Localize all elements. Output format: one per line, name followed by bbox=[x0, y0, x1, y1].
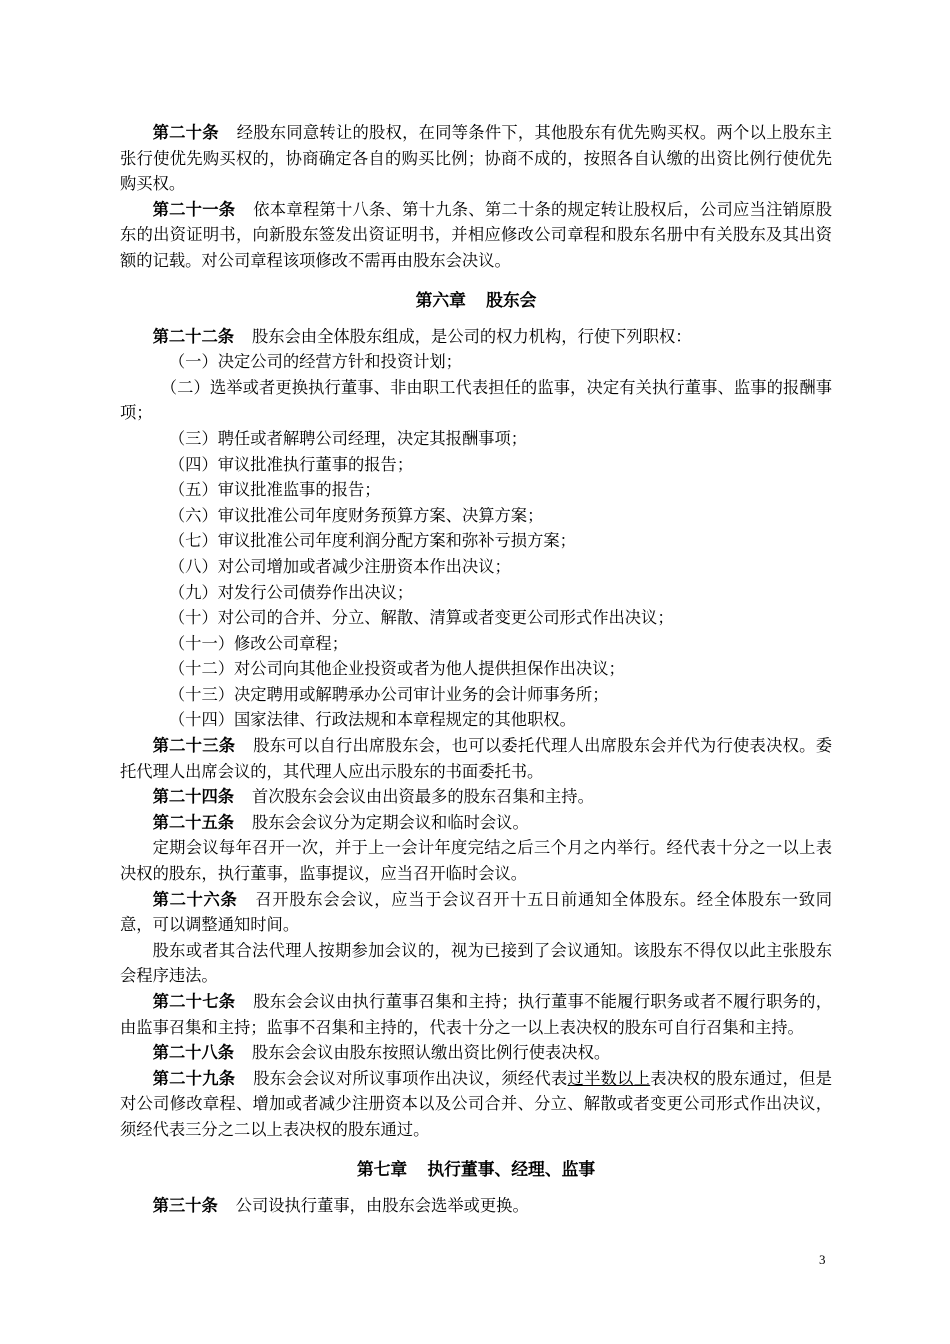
list-item: （五）审议批准监事的报告； bbox=[168, 480, 381, 500]
article-22 bbox=[120, 324, 832, 350]
article-label: 第二十条 bbox=[152, 123, 219, 142]
article-30 bbox=[120, 1193, 832, 1219]
article-text: 股东可以自行出席股东会，也可以委托代理人出席股东会并代为行使表决权。委托代理人出席会议的，其代理人应出示股东的书面委托书。 bbox=[120, 736, 832, 781]
list-item: （十四）国家法律、行政法规和本章程规定的其他职权。 bbox=[168, 710, 576, 730]
article-text: 股东会会议由执行董事召集和主持；执行董事不能履行职务或者不履行职务的，由监事召集和主持；监事不召集和主持的，代表十分之一以上表决权的股东可自行召集和主持。 bbox=[120, 992, 832, 1037]
list-item: （十一）修改公司章程； bbox=[168, 633, 348, 653]
list-item: （一）决定公司的经营方针和投资计划； bbox=[168, 352, 462, 372]
list-item: （八）对公司增加或者减少注册资本作出决议； bbox=[168, 556, 511, 576]
list-item: （十三）决定聘用或解聘承办公司审计业务的会计师事务所； bbox=[168, 684, 609, 704]
article-23 bbox=[120, 733, 832, 784]
list-item: （七）审议批准公司年度利润分配方案和弥补亏损方案； bbox=[168, 531, 576, 551]
article-text: 召开股东会会议，应当于会议召开十五日前通知全体股东。经全体股东一致同意，可以调整通知时间。 bbox=[120, 889, 832, 935]
chapter-heading-6 bbox=[120, 286, 832, 314]
article-28 bbox=[120, 1040, 832, 1066]
article-label: 第二十四条 bbox=[152, 787, 235, 807]
chapter-title: 股东会 bbox=[486, 289, 537, 310]
article-25-paragraph-2: 定期会议每年召开一次，并于上一会计年度完结之后三个月之内举行。经代表十分之一以上表决权的股东，执行董事，监事提议，应当召开临时会议。 bbox=[120, 838, 832, 884]
article-label: 第二十五条 bbox=[152, 812, 235, 832]
article-text: 股东会会议由股东按照认缴出资比例行使表决权。 bbox=[251, 1043, 611, 1063]
article-text-post: 表决权的股东通过，但是对公司修改章程、增加或者减少注册资本以及公司合并、分立、解散或者变更公司形式作出决议，须经代表三分之二以上表决权的股东通过。 bbox=[120, 1068, 832, 1139]
article-26-paragraph-2: 股东或者其合法代理人按期参加会议的，视为已接到了会议通知。该股东不得仅以此主张股东会程序违法。 bbox=[120, 940, 832, 986]
article-label: 第三十条 bbox=[152, 1195, 218, 1215]
article-text-pre: 股东会会议对所议事项作出决议，须经代表 bbox=[253, 1068, 568, 1088]
article-label: 第二十六条 bbox=[152, 889, 238, 909]
list-item: （十二）对公司向其他企业投资或者为他人提供担保作出决议； bbox=[168, 659, 625, 679]
list-item: （九）对发行公司债券作出决议； bbox=[168, 582, 414, 602]
underlined-text: 过半数以上 bbox=[567, 1068, 651, 1088]
article-text: 股东会会议分为定期会议和临时会议。 bbox=[251, 812, 529, 832]
article-label: 第二十二条 bbox=[152, 326, 235, 346]
article-text: 公司设执行董事，由股东会选举或更换。 bbox=[235, 1195, 529, 1215]
article-label: 第二十九条 bbox=[152, 1068, 236, 1088]
article-label: 第二十三条 bbox=[152, 736, 236, 756]
article-label: 第二十一条 bbox=[152, 199, 236, 219]
list-item: （十）对公司的合并、分立、解散、清算或者变更公司形式作出决议； bbox=[168, 608, 674, 628]
chapter-title: 执行董事、经理、监事 bbox=[427, 1158, 596, 1179]
article-text: 经股东同意转让的股权，在同等条件下，其他股东有优先购买权。两个以上股东主张行使优先购买权的，协商确定各自的购买比例；协商不成的，按照各自认缴的出资比例行使优先购买权。 bbox=[120, 123, 832, 194]
list-item: （四）审议批准执行董事的报告； bbox=[168, 454, 414, 474]
article-25 bbox=[120, 810, 832, 836]
article-20 bbox=[120, 120, 832, 197]
article-29 bbox=[120, 1066, 832, 1143]
chapter-number: 第七章 bbox=[356, 1158, 408, 1179]
article-27 bbox=[120, 989, 832, 1040]
page-content bbox=[120, 120, 832, 1218]
chapter-heading-7 bbox=[120, 1155, 832, 1183]
article-24 bbox=[120, 784, 832, 810]
list-item: （六）审议批准公司年度财务预算方案、决算方案； bbox=[168, 505, 544, 525]
page-number: 3 bbox=[819, 1252, 826, 1267]
article-26 bbox=[120, 887, 832, 938]
article-21 bbox=[120, 197, 832, 274]
article-text: 首次股东会会议由出资最多的股东召集和主持。 bbox=[251, 787, 594, 807]
list-item: （三）聘任或者解聘公司经理，决定其报酬事项； bbox=[168, 428, 528, 448]
article-text: 股东会由全体股东组成，是公司的权力机构，行使下列职权： bbox=[251, 326, 692, 346]
list-item: （二）选举或者更换执行董事、非由职工代表担任的监事，决定有关执行董事、监事的报酬事项； bbox=[120, 377, 832, 423]
article-text: 依本章程第十八条、第十九条、第二十条的规定转让股权后，公司应当注销原股东的出资证明书，向新股东签发出资证明书，并相应修改公司章程和股东名册中有关股东及其出资额的记载。对公司章程该项修改不需再由股东会决议。 bbox=[120, 199, 832, 270]
article-label: 第二十七条 bbox=[152, 992, 236, 1011]
article-label: 第二十八条 bbox=[152, 1043, 235, 1063]
chapter-number: 第六章 bbox=[415, 289, 466, 310]
